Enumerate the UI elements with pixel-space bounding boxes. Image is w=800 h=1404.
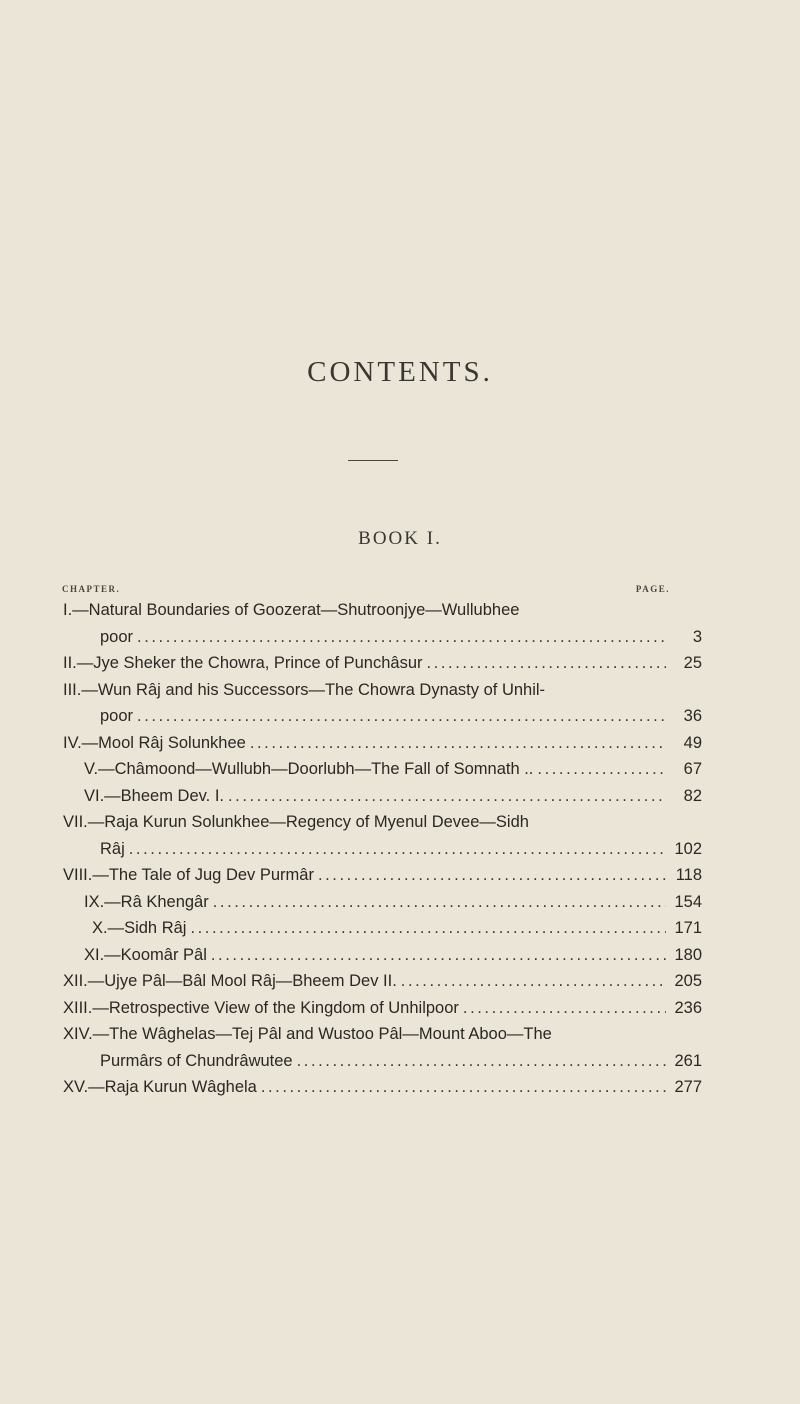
toc-entry-title: VII.—Raja Kurun Solunkhee—Regency of Myenul Devee—Sidh — [63, 813, 529, 831]
dot-leader — [318, 862, 666, 889]
toc-entry-title: poor — [100, 627, 134, 646]
toc-page-number: 171 — [674, 919, 702, 937]
page-title: CONTENTS. — [307, 356, 493, 388]
toc-entry — [0, 730, 800, 757]
toc-entry-title: I.—Natural Boundaries of Goozerat—Shutroonjye—Wullubhee — [63, 601, 520, 619]
toc-page-number: 261 — [674, 1051, 702, 1070]
toc-entry — [0, 650, 800, 677]
toc-entry — [0, 1074, 800, 1101]
toc-entry-title: VI.—Bheem Dev. I. — [84, 786, 224, 805]
dot-leader — [537, 756, 666, 783]
toc-page-number: 82 — [683, 786, 702, 805]
toc-entry — [0, 889, 800, 916]
toc-page-number: 67 — [683, 760, 702, 778]
toc-entry-title: VIII.—The Tale of Jug Dev Purmâr — [63, 866, 314, 884]
toc-entry — [0, 783, 800, 810]
chapter-column-header: CHAPTER. — [62, 584, 121, 594]
toc-entry-title: XII.—Ujye Pâl—Bâl Mool Râj—Bheem Dev II. — [63, 972, 397, 990]
title-rule — [348, 460, 398, 461]
dot-leader — [401, 968, 666, 995]
toc-entry-title: Râj — [100, 839, 125, 858]
toc-page-number: 236 — [674, 998, 702, 1017]
dot-leader — [137, 624, 666, 651]
table-of-contents — [0, 597, 800, 1101]
toc-page-number: 205 — [674, 972, 702, 990]
toc-entry-title: II.—Jye Sheker the Chowra, Prince of Punchâsur — [63, 654, 423, 672]
book-heading: BOOK I. — [358, 528, 442, 549]
toc-entry — [0, 995, 800, 1022]
toc-page-number: 180 — [674, 945, 702, 964]
dot-leader — [213, 889, 666, 916]
toc-page-number: 118 — [675, 866, 702, 884]
toc-entry-title: IV.—Mool Râj Solunkhee — [63, 733, 246, 752]
dot-leader — [427, 650, 666, 677]
toc-entry — [0, 862, 800, 889]
toc-entry — [0, 809, 800, 862]
toc-entry-title: Purmârs of Chundrâwutee — [100, 1051, 293, 1070]
dot-leader — [211, 942, 666, 969]
toc-page-number: 25 — [683, 654, 702, 672]
dot-leader — [190, 915, 666, 942]
toc-entry-title: poor — [100, 707, 134, 725]
toc-entry — [0, 942, 800, 969]
dot-leader — [250, 730, 666, 757]
toc-entry — [0, 756, 800, 783]
toc-entry-title: V.—Châmoond—Wullubh—Doorlubh—The Fall of Somnath .. — [84, 760, 534, 778]
dot-leader — [137, 703, 666, 730]
toc-entry-title: IX.—Râ Khengâr — [84, 892, 209, 911]
toc-entry-title: XI.—Koomâr Pâl — [84, 945, 207, 964]
toc-page-number: 102 — [674, 839, 702, 858]
toc-entry — [0, 1021, 800, 1074]
toc-entry-title: XIV.—The Wâghelas—Tej Pâl and Wustoo Pâl—Mount Aboo—The — [63, 1025, 552, 1043]
dot-leader — [228, 783, 666, 810]
toc-page-number: 277 — [674, 1078, 702, 1096]
toc-entry-title: XV.—Raja Kurun Wâghela — [63, 1078, 257, 1096]
toc-entry — [0, 677, 800, 730]
toc-entry-title: X.—Sidh Râj — [92, 919, 187, 937]
toc-entry-title: III.—Wun Râj and his Successors—The Chowra Dynasty of Unhil- — [63, 680, 546, 699]
toc-entry — [0, 597, 800, 650]
toc-entry — [0, 915, 800, 942]
toc-page-number: 154 — [674, 892, 702, 911]
toc-entry — [0, 968, 800, 995]
toc-page-number: 36 — [683, 707, 702, 725]
toc-page-number: 49 — [683, 733, 702, 752]
toc-page-number: 3 — [692, 627, 702, 646]
toc-entry-title: XIII.—Retrospective View of the Kingdom of Unhilpoor — [63, 998, 459, 1017]
dot-leader — [297, 1048, 666, 1075]
dot-leader — [463, 995, 666, 1022]
dot-leader — [129, 836, 666, 863]
dot-leader — [261, 1074, 666, 1101]
page-column-header: PAGE. — [635, 584, 670, 594]
